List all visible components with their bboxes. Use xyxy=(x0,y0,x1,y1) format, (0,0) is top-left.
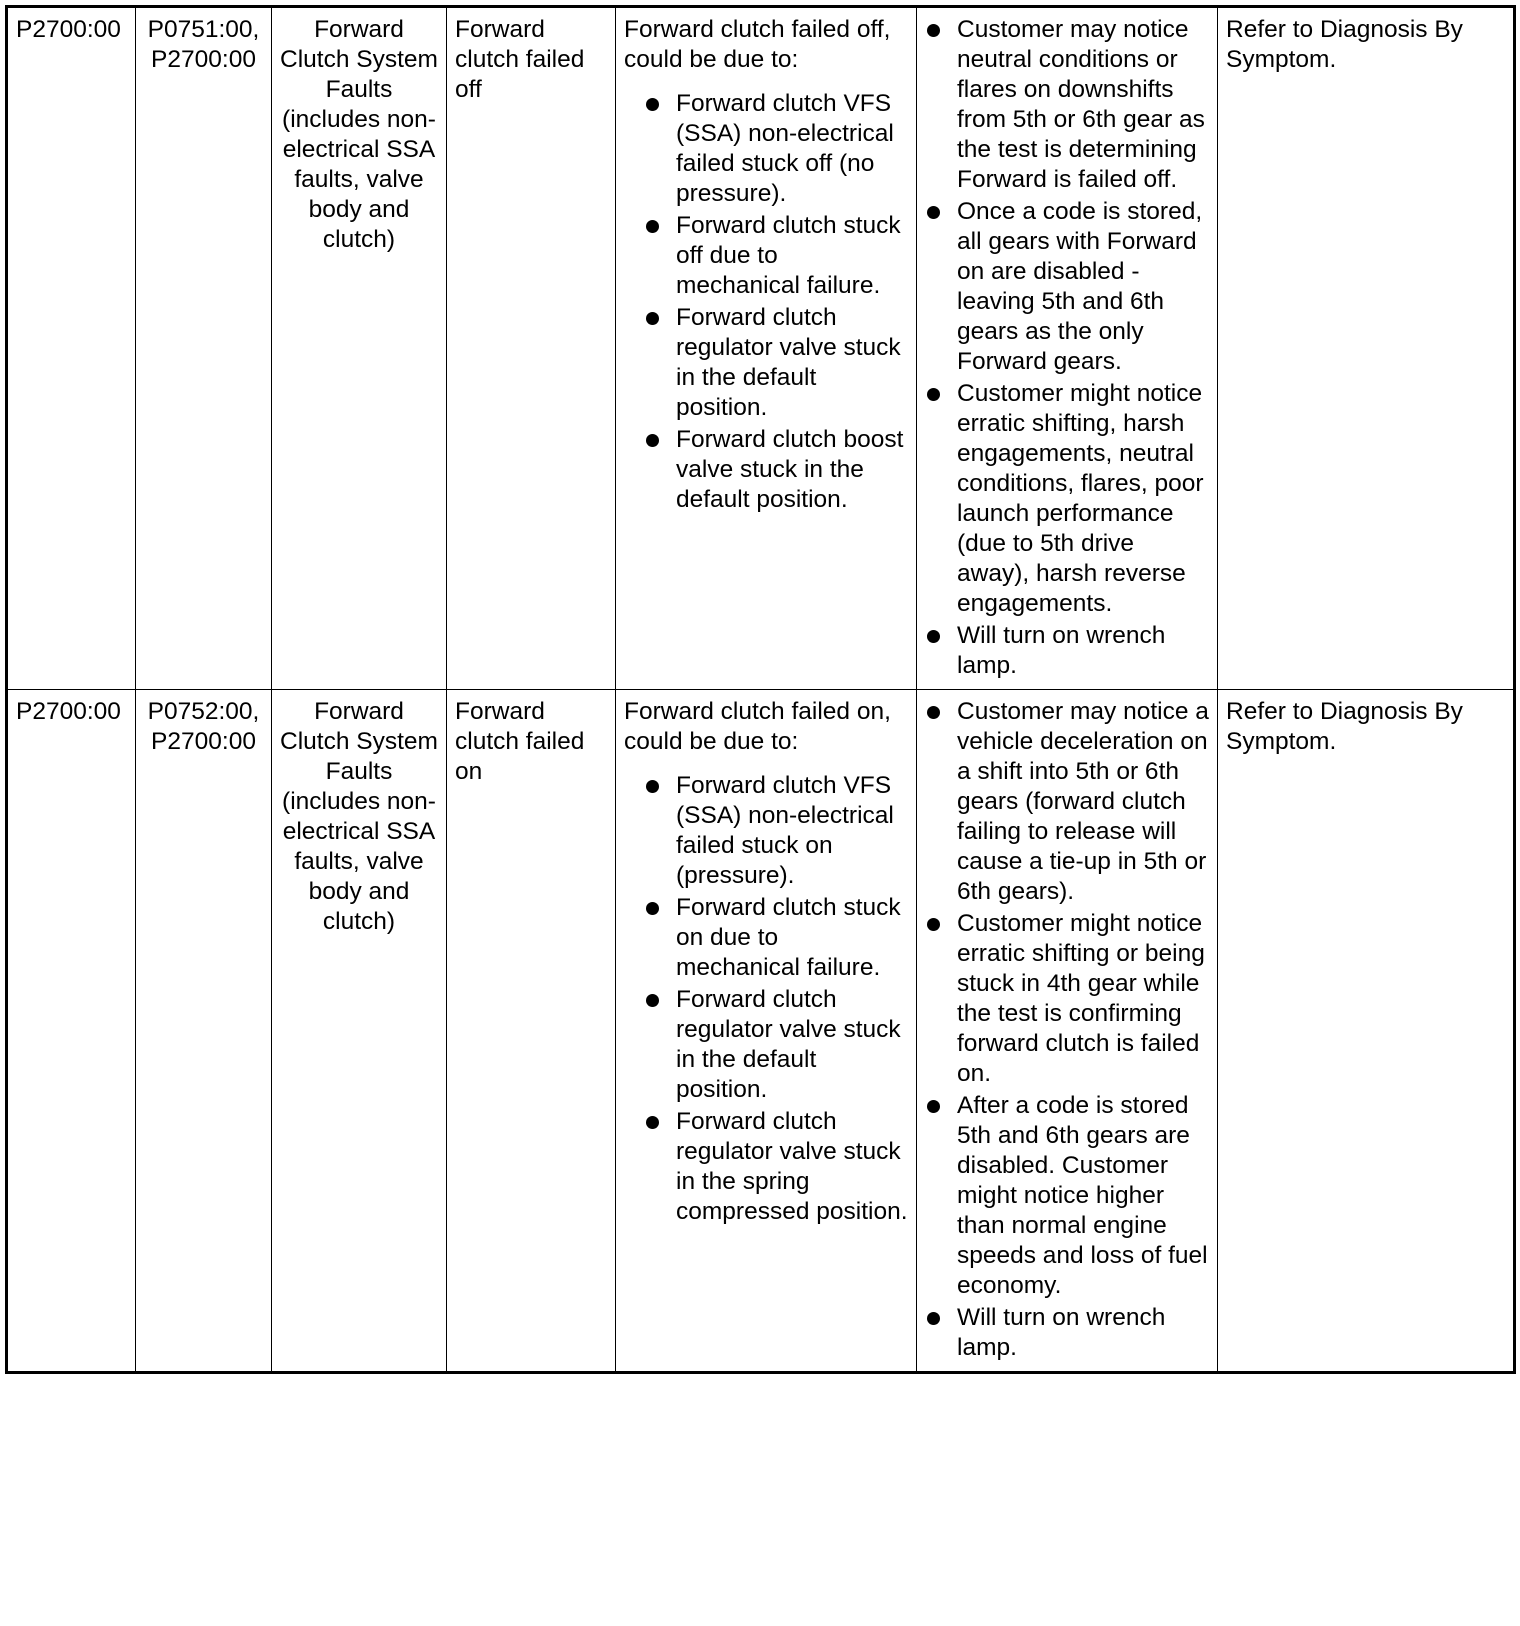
list-item: Will turn on wrench lamp. xyxy=(925,1303,1209,1363)
customer-symptom-list xyxy=(925,697,1209,1363)
customer-symptom-list xyxy=(925,15,1209,681)
list-item: Forward clutch VFS (SSA) non-electrical failed stuck off (no pressure). xyxy=(644,89,908,209)
table-row xyxy=(7,690,1515,1373)
list-item: Forward clutch stuck on due to mechanical failure. xyxy=(644,893,908,983)
list-item: Will turn on wrench lamp. xyxy=(925,621,1209,681)
possible-causes-cell xyxy=(616,690,917,1373)
list-item: Forward clutch regulator valve stuck in the spring compressed position. xyxy=(644,1107,908,1227)
list-item: Once a code is stored, all gears with Forward on are disabled - leaving 5th and 6th gears as the only Forward gears. xyxy=(925,197,1209,377)
system-description: Forward Clutch System Faults (includes non-electrical SSA faults, valve body and clutch) xyxy=(272,7,447,690)
cause-list xyxy=(624,89,908,515)
action-text: Refer to Diagnosis By Symptom. xyxy=(1218,690,1515,1373)
customer-symptoms-cell xyxy=(917,690,1218,1373)
related-codes: P0751:00, P2700:00 xyxy=(136,7,272,690)
condition: Forward clutch failed on xyxy=(447,690,616,1373)
list-item: Forward clutch stuck off due to mechanical failure. xyxy=(644,211,908,301)
cause-intro: Forward clutch failed on, could be due to: xyxy=(624,698,891,755)
condition: Forward clutch failed off xyxy=(447,7,616,690)
related-codes: P0752:00, P2700:00 xyxy=(136,690,272,1373)
cause-list xyxy=(624,771,908,1227)
dtc-table xyxy=(5,5,1516,1374)
possible-causes-cell xyxy=(616,7,917,690)
customer-symptoms-cell xyxy=(917,7,1218,690)
table-row xyxy=(7,7,1515,690)
list-item: Forward clutch boost valve stuck in the default position. xyxy=(644,425,908,515)
list-item: Forward clutch regulator valve stuck in the default position. xyxy=(644,985,908,1105)
list-item: Customer may notice a vehicle deceleration on a shift into 5th or 6th gears (forward clutch failing to release will cause a tie-up in 5th or 6th gears). xyxy=(925,697,1209,907)
system-description: Forward Clutch System Faults (includes non-electrical SSA faults, valve body and clutch) xyxy=(272,690,447,1373)
list-item: Customer might notice erratic shifting or being stuck in 4th gear while the test is confirming forward clutch is failed on. xyxy=(925,909,1209,1089)
list-item: Forward clutch VFS (SSA) non-electrical failed stuck on (pressure). xyxy=(644,771,908,891)
list-item: Forward clutch regulator valve stuck in the default position. xyxy=(644,303,908,423)
dtc-code: P2700:00 xyxy=(7,690,136,1373)
list-item: Customer might notice erratic shifting, harsh engagements, neutral conditions, flares, poor launch performance (due to 5th drive away), harsh reverse engagements. xyxy=(925,379,1209,619)
list-item: After a code is stored 5th and 6th gears are disabled. Customer might notice higher than normal engine speeds and loss of fuel economy. xyxy=(925,1091,1209,1301)
action-text: Refer to Diagnosis By Symptom. xyxy=(1218,7,1515,690)
dtc-code: P2700:00 xyxy=(7,7,136,690)
cause-intro: Forward clutch failed off, could be due to: xyxy=(624,16,891,73)
list-item: Customer may notice neutral conditions or flares on downshifts from 5th or 6th gear as the test is determining Forward is failed off. xyxy=(925,15,1209,195)
